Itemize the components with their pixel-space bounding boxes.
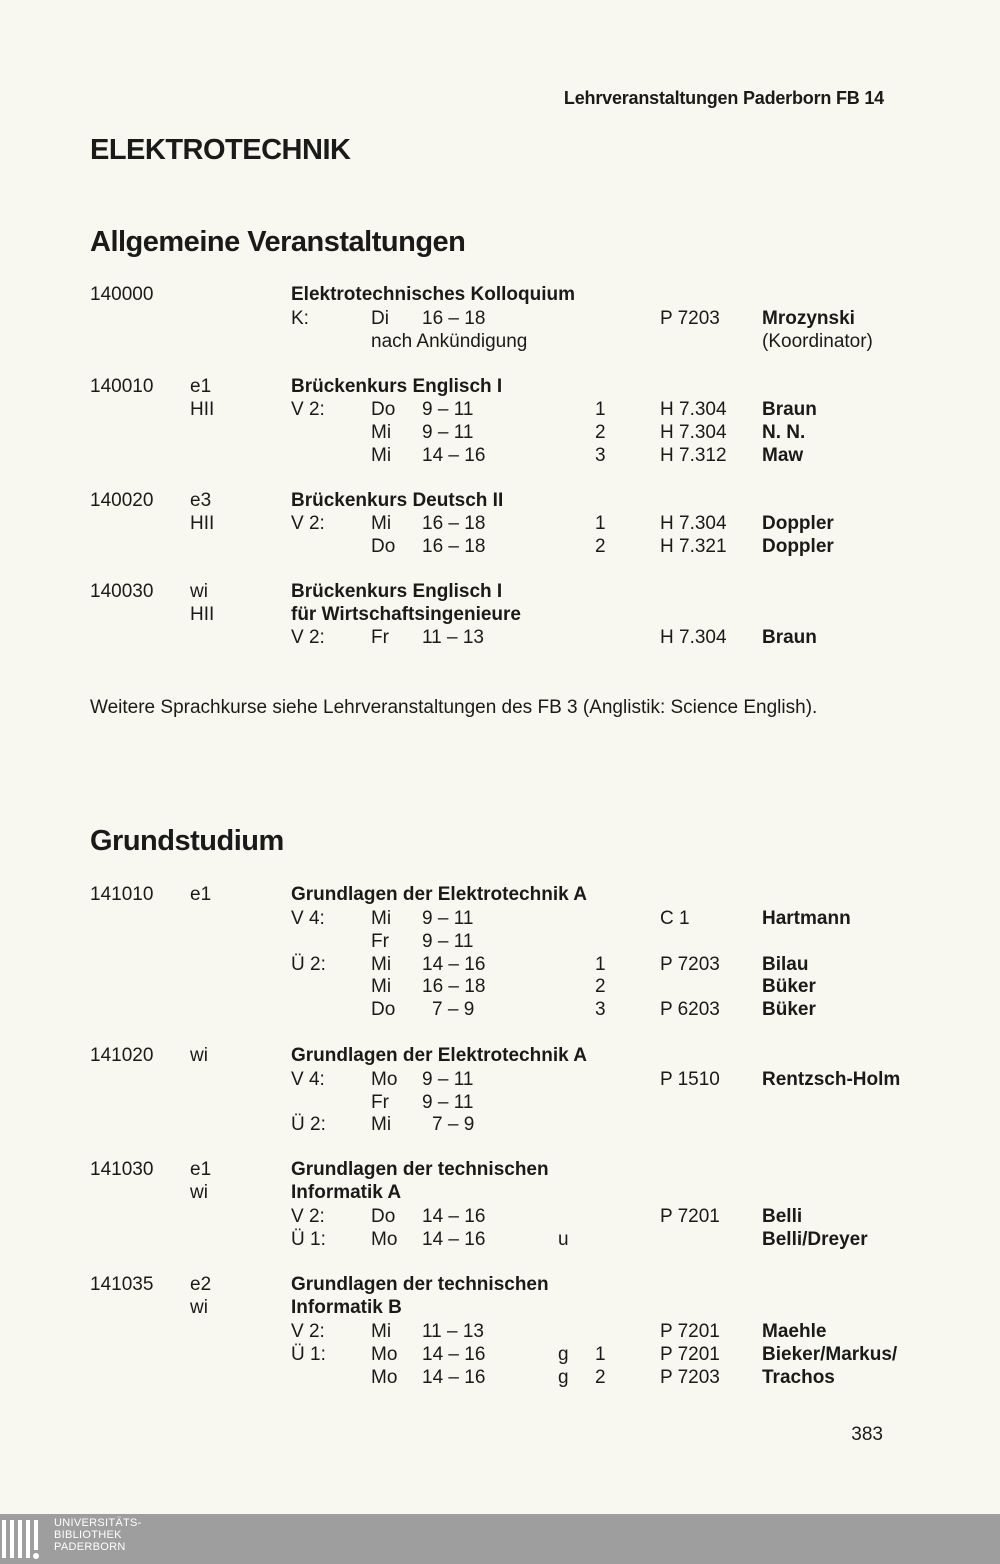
course-group: 3 bbox=[595, 999, 606, 1020]
course-title-2: für Wirtschaftsingenieure bbox=[291, 604, 521, 625]
course-day: Mi bbox=[371, 908, 392, 929]
logo-line-1: UNIVERSITÄTS- bbox=[54, 1517, 142, 1529]
course-time: 9 – 11 bbox=[422, 908, 474, 929]
course-time: 9 – 11 bbox=[422, 1092, 474, 1113]
course-day: Do bbox=[371, 1206, 396, 1227]
course-day: Di bbox=[371, 308, 389, 329]
section-title-allgemein: Allgemeine Veranstaltungen bbox=[90, 226, 466, 258]
course-title: Grundlagen der technischen bbox=[291, 1274, 549, 1295]
course-day: Mi bbox=[371, 1321, 392, 1342]
course-day: Mi bbox=[371, 422, 392, 443]
page-title: ELEKTROTECHNIK bbox=[90, 134, 351, 166]
course-time: 14 – 16 bbox=[422, 1229, 486, 1250]
course-type: Ü 1: bbox=[291, 1229, 326, 1250]
course-id: 141020 bbox=[90, 1045, 154, 1066]
course-room: P 7203 bbox=[660, 954, 720, 975]
course-flag: g bbox=[558, 1344, 569, 1365]
course-lecturer: Bilau bbox=[762, 954, 809, 975]
course-semester: e1 bbox=[190, 376, 212, 397]
course-id: 141035 bbox=[90, 1274, 154, 1295]
course-time: 14 – 16 bbox=[422, 445, 486, 466]
course-group: 2 bbox=[595, 976, 606, 997]
course-lecturer: Braun bbox=[762, 627, 817, 648]
course-lecturer: Büker bbox=[762, 999, 816, 1020]
course-room: P 7203 bbox=[660, 1367, 720, 1388]
course-type: Ü 2: bbox=[291, 954, 326, 975]
library-logo bbox=[0, 1514, 140, 1564]
course-lecturer: Büker bbox=[762, 976, 816, 997]
language-courses-note: Weitere Sprachkurse siehe Lehrveranstaltungen des FB 3 (Anglistik: Science English). bbox=[90, 697, 818, 718]
logo-line-3: PADERBORN bbox=[54, 1541, 126, 1553]
course-time: 16 – 18 bbox=[422, 536, 486, 557]
course-type: Ü 2: bbox=[291, 1114, 326, 1135]
course-group: 3 bbox=[595, 445, 606, 466]
course-room: H 7.304 bbox=[660, 627, 727, 648]
course-day: Mi bbox=[371, 954, 392, 975]
course-room: H 7.321 bbox=[660, 536, 727, 557]
course-lecturer: Belli bbox=[762, 1206, 803, 1227]
course-room: H 7.312 bbox=[660, 445, 727, 466]
course-time: 14 – 16 bbox=[422, 1367, 486, 1388]
course-time: 11 – 13 bbox=[422, 627, 484, 648]
course-title: Brückenkurs Deutsch II bbox=[291, 490, 504, 511]
course-room: P 7201 bbox=[660, 1206, 720, 1227]
course-type: Ü 1: bbox=[291, 1344, 326, 1365]
course-type: V 2: bbox=[291, 513, 325, 534]
course-lecturer: Braun bbox=[762, 399, 817, 420]
course-group: 1 bbox=[595, 954, 606, 975]
course-time: 14 – 16 bbox=[422, 954, 486, 975]
course-semester: e2 bbox=[190, 1274, 212, 1295]
course-title: Brückenkurs Englisch I bbox=[291, 581, 503, 602]
course-type: V 2: bbox=[291, 1206, 325, 1227]
course-semester: wi bbox=[190, 1045, 208, 1066]
course-type: V 2: bbox=[291, 627, 325, 648]
course-title: Grundlagen der technischen bbox=[291, 1159, 549, 1180]
course-lecturer: Maw bbox=[762, 445, 804, 466]
section-title-grundstudium: Grundstudium bbox=[90, 825, 284, 857]
course-room: H 7.304 bbox=[660, 422, 727, 443]
course-day: Mi bbox=[371, 1114, 392, 1135]
course-id: 140020 bbox=[90, 490, 154, 511]
course-semester-2: HII bbox=[190, 604, 215, 625]
course-type: K: bbox=[291, 308, 309, 329]
course-day: Do bbox=[371, 399, 396, 420]
course-semester: e1 bbox=[190, 1159, 212, 1180]
course-day: Fr bbox=[371, 1092, 389, 1113]
course-title-2: Informatik A bbox=[291, 1182, 402, 1203]
course-lecturer-note: (Koordinator) bbox=[762, 331, 873, 352]
course-day: Mi bbox=[371, 976, 392, 997]
library-logo-text bbox=[54, 1517, 142, 1553]
course-time: 11 – 13 bbox=[422, 1321, 484, 1342]
course-room: H 7.304 bbox=[660, 513, 727, 534]
course-lecturer: Trachos bbox=[762, 1367, 835, 1388]
course-group: 1 bbox=[595, 513, 606, 534]
course-type: V 2: bbox=[291, 1321, 325, 1342]
library-footer-bar bbox=[0, 1514, 1000, 1564]
course-semester: e3 bbox=[190, 490, 212, 511]
course-lecturer: Rentzsch-Holm bbox=[762, 1069, 901, 1090]
course-lecturer: Hartmann bbox=[762, 908, 851, 929]
course-time: 16 – 18 bbox=[422, 308, 486, 329]
course-id: 141030 bbox=[90, 1159, 154, 1180]
course-semester-2: HII bbox=[190, 513, 215, 534]
course-time: 7 – 9 bbox=[432, 999, 475, 1020]
course-semester-2: wi bbox=[190, 1182, 208, 1203]
course-id: 140030 bbox=[90, 581, 154, 602]
page-number: 383 bbox=[851, 1424, 883, 1445]
course-room: P 7201 bbox=[660, 1344, 720, 1365]
course-lecturer: Bieker/Markus/ bbox=[762, 1344, 898, 1365]
course-day: Mo bbox=[371, 1367, 398, 1388]
course-title: Grundlagen der Elektrotechnik A bbox=[291, 1045, 587, 1066]
course-id: 140000 bbox=[90, 284, 154, 305]
course-lecturer: Maehle bbox=[762, 1321, 827, 1342]
course-day: Do bbox=[371, 536, 396, 557]
course-day: Mi bbox=[371, 445, 392, 466]
course-time: 9 – 11 bbox=[422, 1069, 474, 1090]
logo-line-2: BIBLIOTHEK bbox=[54, 1529, 122, 1541]
course-day: Mo bbox=[371, 1344, 398, 1365]
course-id: 141010 bbox=[90, 884, 154, 905]
course-room: C 1 bbox=[660, 908, 690, 929]
course-group: 2 bbox=[595, 536, 606, 557]
course-title: Brückenkurs Englisch I bbox=[291, 376, 503, 397]
library-logo-icon bbox=[2, 1518, 48, 1560]
course-day: Mo bbox=[371, 1069, 398, 1090]
course-room: P 7201 bbox=[660, 1321, 720, 1342]
course-semester-2: wi bbox=[190, 1297, 208, 1318]
course-day: Fr bbox=[371, 931, 389, 952]
course-note: nach Ankündigung bbox=[371, 331, 528, 352]
running-head: Lehrveranstaltungen Paderborn FB 14 bbox=[563, 88, 884, 108]
course-day: Mo bbox=[371, 1229, 398, 1250]
course-time: 9 – 11 bbox=[422, 931, 474, 952]
course-title-2: Informatik B bbox=[291, 1297, 402, 1318]
course-room: H 7.304 bbox=[660, 399, 727, 420]
course-type: V 2: bbox=[291, 399, 325, 420]
course-type: V 4: bbox=[291, 908, 325, 929]
course-room: P 6203 bbox=[660, 999, 720, 1020]
course-group: 1 bbox=[595, 399, 606, 420]
course-time: 7 – 9 bbox=[432, 1114, 475, 1135]
course-time: 16 – 18 bbox=[422, 513, 486, 534]
course-lecturer: Belli/Dreyer bbox=[762, 1229, 868, 1250]
course-lecturer: Mrozynski bbox=[762, 308, 855, 329]
course-time: 16 – 18 bbox=[422, 976, 486, 997]
course-time: 14 – 16 bbox=[422, 1206, 486, 1227]
course-time: 9 – 11 bbox=[422, 422, 474, 443]
course-group: 1 bbox=[595, 1344, 606, 1365]
course-title: Elektrotechnisches Kolloquium bbox=[291, 284, 575, 305]
course-id: 140010 bbox=[90, 376, 154, 397]
course-time: 9 – 11 bbox=[422, 399, 474, 420]
course-title: Grundlagen der Elektrotechnik A bbox=[291, 884, 587, 905]
course-day: Mi bbox=[371, 513, 392, 534]
course-semester-2: HII bbox=[190, 399, 215, 420]
course-flag: u bbox=[558, 1229, 569, 1250]
course-lecturer: N. N. bbox=[762, 422, 806, 443]
course-time: 14 – 16 bbox=[422, 1344, 486, 1365]
course-flag: g bbox=[558, 1367, 569, 1388]
course-group: 2 bbox=[595, 422, 606, 443]
course-room: P 7203 bbox=[660, 308, 720, 329]
course-day: Do bbox=[371, 999, 396, 1020]
course-day: Fr bbox=[371, 627, 389, 648]
course-group: 2 bbox=[595, 1367, 606, 1388]
course-semester: wi bbox=[190, 581, 208, 602]
course-lecturer: Doppler bbox=[762, 536, 834, 557]
course-lecturer: Doppler bbox=[762, 513, 834, 534]
course-room: P 1510 bbox=[660, 1069, 720, 1090]
course-semester: e1 bbox=[190, 884, 212, 905]
course-type: V 4: bbox=[291, 1069, 325, 1090]
